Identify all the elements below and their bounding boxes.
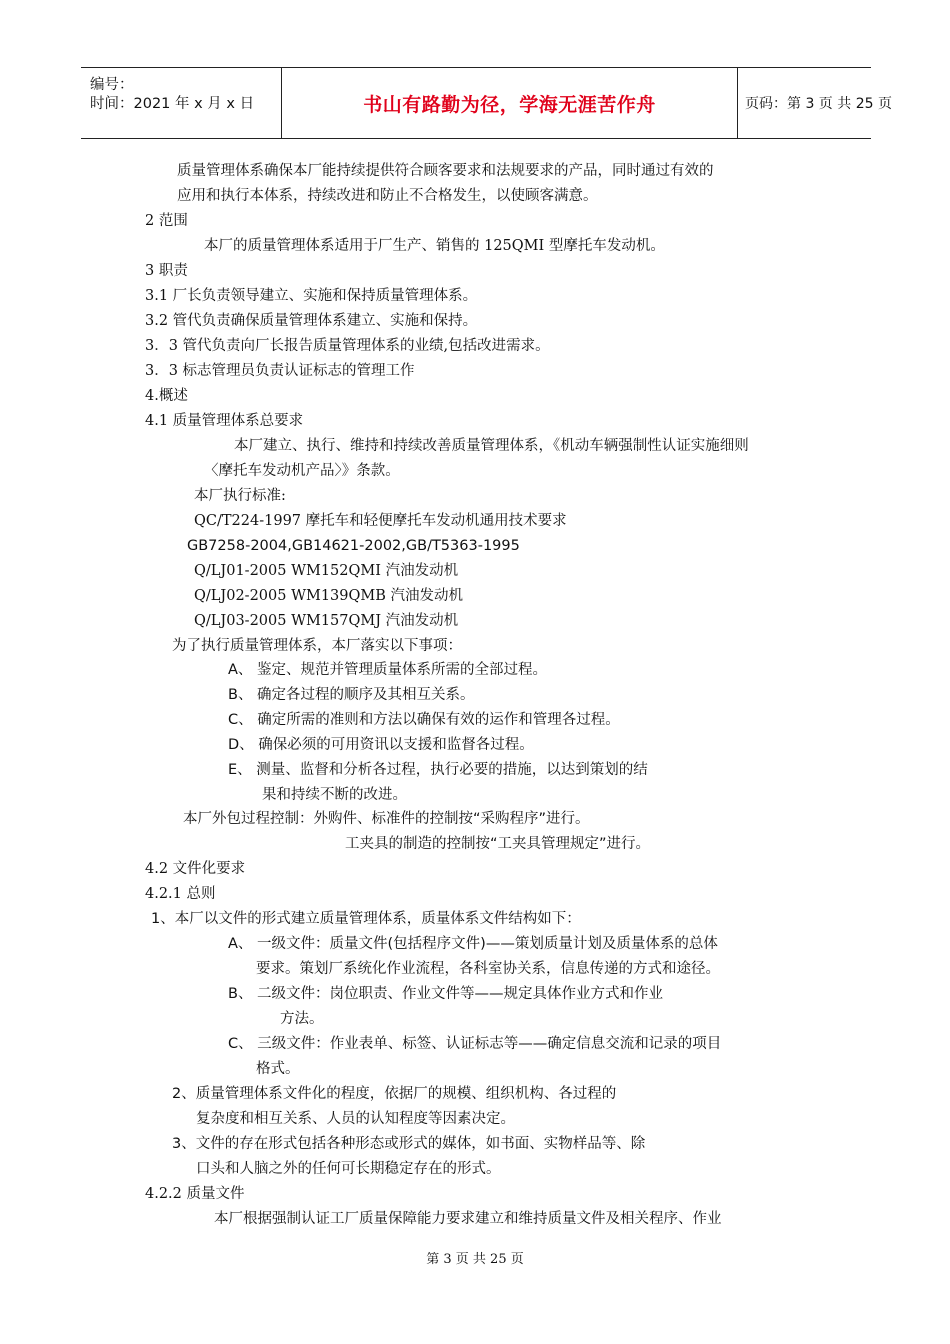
body-line: 本厂执行标准:	[194, 488, 286, 504]
standard-item: QC/T224-1997 摩托车和轻便摩托车发动机通用技术要求	[194, 513, 567, 529]
list-item: A、 鉴定、规范并管理质量体系所需的全部过程。	[228, 662, 548, 678]
list-item: B、 二级文件：岗位职责、作业文件等——规定具体作业方式和作业	[228, 986, 664, 1002]
list-item: C、 确定所需的准则和方法以确保有效的运作和管理各过程。	[228, 712, 620, 728]
list-item-continuation: 复杂度和相互关系、人员的认知程度等因素决定。	[196, 1111, 515, 1127]
header-motto: 书山有路勤为径，学海无涯苦作舟	[363, 93, 656, 116]
body-line: 3.2 管代负责确保质量管理体系建立、实施和保持。	[145, 313, 478, 329]
body-line: 本厂的质量管理体系适用于厂生产、销售的 125QMI 型摩托车发动机。	[204, 238, 665, 254]
standard-item: Q/LJ03-2005 WM157QMJ 汽油发动机	[194, 613, 459, 629]
header-page-info: 页码：第 3 页 共 25 页	[745, 96, 892, 112]
list-item: D、 确保必须的可用资讯以支援和监督各过程。	[228, 737, 534, 753]
body-line: 3.1 厂长负责领导建立、实施和保持质量管理体系。	[145, 288, 478, 304]
subsection-heading: 4.2 文件化要求	[145, 861, 246, 877]
body-line: 3．3 标志管理员负责认证标志的管理工作	[145, 363, 415, 379]
document-number-label: 编号：	[90, 77, 134, 93]
list-item: 3、文件的存在形式包括各种形态或形式的媒体，如书面、实物样品等、除	[172, 1136, 646, 1152]
standard-item: Q/LJ01-2005 WM152QMI 汽油发动机	[194, 563, 459, 579]
list-item: 2、质量管理体系文件化的程度，依据厂的规模、组织机构、各过程的	[172, 1086, 617, 1102]
subsection-heading: 4.2.2 质量文件	[145, 1186, 245, 1202]
body-line: 为了执行质量管理体系，本厂落实以下事项：	[172, 638, 462, 654]
subsection-heading: 4.1 质量管理体系总要求	[145, 413, 304, 429]
list-item: C、 三级文件：作业表单、标签、认证标志等——确定信息交流和记录的项目	[228, 1036, 722, 1052]
body-line: 1、本厂以文件的形式建立质量管理体系，质量体系文件结构如下：	[151, 911, 581, 927]
subsection-heading: 4.2.1 总则	[145, 886, 216, 902]
body-line: 质量管理体系确保本厂能持续提供符合顾客要求和法规要求的产品，同时通过有效的	[177, 163, 714, 179]
list-item-continuation: 口头和人脑之外的任何可长期稳定存在的形式。	[196, 1161, 501, 1177]
body-line: 本厂根据强制认证工厂质量保障能力要求建立和维持质量文件及相关程序、作业	[214, 1211, 722, 1227]
body-line: 本厂外包过程控制：外购件、标准件的控制按“采购程序”进行。	[183, 811, 590, 827]
section-heading: 4.概述	[145, 388, 188, 404]
list-item: A、 一级文件：质量文件(包括程序文件)——策划质量计划及质量体系的总体	[228, 936, 718, 952]
section-heading: 2 范围	[145, 213, 188, 229]
body-line: 应用和执行本体系，持续改进和防止不合格发生，以使顾客满意。	[177, 188, 598, 204]
list-item: E、 测量、监督和分析各过程，执行必要的措施，以达到策划的结	[228, 762, 648, 778]
list-item-continuation: 果和持续不断的改进。	[262, 787, 407, 803]
page-footer: 第 3 页 共 25 页	[426, 1252, 524, 1267]
list-item: B、 确定各过程的顺序及其相互关系。	[228, 687, 475, 703]
list-item-continuation: 格式。	[256, 1061, 300, 1077]
body-line: 本厂建立、执行、维持和持续改善质量管理体系，《机动车辆强制性认证实施细则	[234, 438, 749, 454]
body-line: 工夹具的制造的控制按“工夹具管理规定”进行。	[345, 836, 651, 852]
standard-item: GB7258-2004,GB14621-2002,GB/T5363-1995	[187, 538, 520, 554]
body-line: 〈摩托车发动机产品〉》条款。	[204, 463, 400, 479]
body-line: 3．3 管代负责向厂长报告质量管理体系的业绩,包括改进需求。	[145, 338, 550, 354]
list-item-continuation: 要求。策划厂系统化作业流程，各科室协关系，信息传递的方式和途径。	[256, 961, 720, 977]
standard-item: Q/LJ02-2005 WM139QMB 汽油发动机	[194, 588, 464, 604]
document-date-label: 时间：2021 年 x 月 x 日	[90, 96, 255, 112]
section-heading: 3 职责	[145, 263, 188, 279]
list-item-continuation: 方法。	[280, 1011, 324, 1027]
